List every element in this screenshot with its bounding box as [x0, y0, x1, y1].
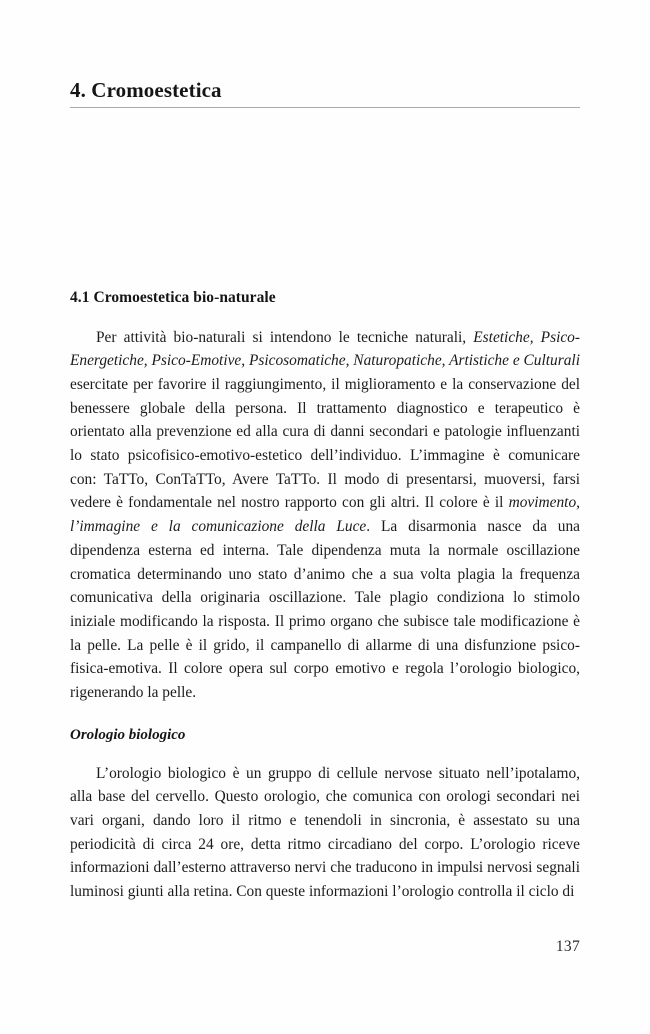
subsection-heading: Orologio biologico: [70, 726, 186, 743]
section-paragraph: [70, 326, 580, 705]
chapter-title-rule: [70, 107, 580, 108]
paragraph-text-part-1: Per attività bio-naturali si intendono le tecniche naturali,: [96, 328, 474, 346]
subsection-paragraph: L’orologio biologico è un gruppo di cellule nervose situato nell’ipotalamo, alla base del cervello. Questo orologio, che comunica con orologi secondari nei vari organi, dando loro il ritmo e tenendoli in sincronia, è assestato su una periodicità di circa 24 ore, detta ritmo circadiano del corpo. L’orologio riceve informazioni dall’esterno attraverso nervi che traducono in impulsi nervosi segnali luminosi giunti alla retina. Con queste informazioni l’orologio controlla il ciclo di: [70, 764, 580, 901]
paragraph-text-part-2: esercitate per favorire il raggiungimento, il miglioramento e la conservazione del benessere globale della persona. Il trattamento diagnostico e terapeutico è orientato alla prevenzione ed alla cura di danni secondari e patologie influenzanti lo stato psicofisico-emotivo-estetico dell’individuo. L’immagine è comunicare con: TaTTo, ConTaTTo, Avere TaTTo. Il modo di presentarsi, muoversi, farsi vedere è fondamentale nel nostro rapporto con gli altri. Il colore è il: [70, 375, 580, 512]
paragraph-text-part-3: . La disarmonia nasce da una dipendenza esterna ed interna. Tale dipendenza muta la normale oscillazione cromatica determinando uno stato d’animo che a sua volta plagia la frequenza comunicativa della originaria oscillazione. Tale plagio condiziona lo stimolo iniziale modificando la risposta. Il primo organo che subisce tale modificazione è la pelle. La pelle è il grido, il campanello di allarme di una disfunzione psico-fisica-emotiva. Il colore opera sul corpo emotivo e regola l’orologio biologico, rigenerando la pelle.: [70, 518, 580, 702]
paragraph-emphasis-disciplines: Estetiche, Psico-Energetiche, Psico-Emotive, Psicosomatiche, Naturopatiche, Artistiche e Culturali: [70, 328, 581, 370]
section-heading: 4.1 Cromoestetica bio-naturale: [70, 289, 276, 307]
chapter-title: 4. Cromoestetica: [70, 78, 222, 102]
page-number: 137: [555, 938, 580, 955]
chapter-header: [70, 0, 580, 108]
paragraph-emphasis-luce: movimento, l’immagine e la comunicazione della Luce: [70, 494, 580, 536]
